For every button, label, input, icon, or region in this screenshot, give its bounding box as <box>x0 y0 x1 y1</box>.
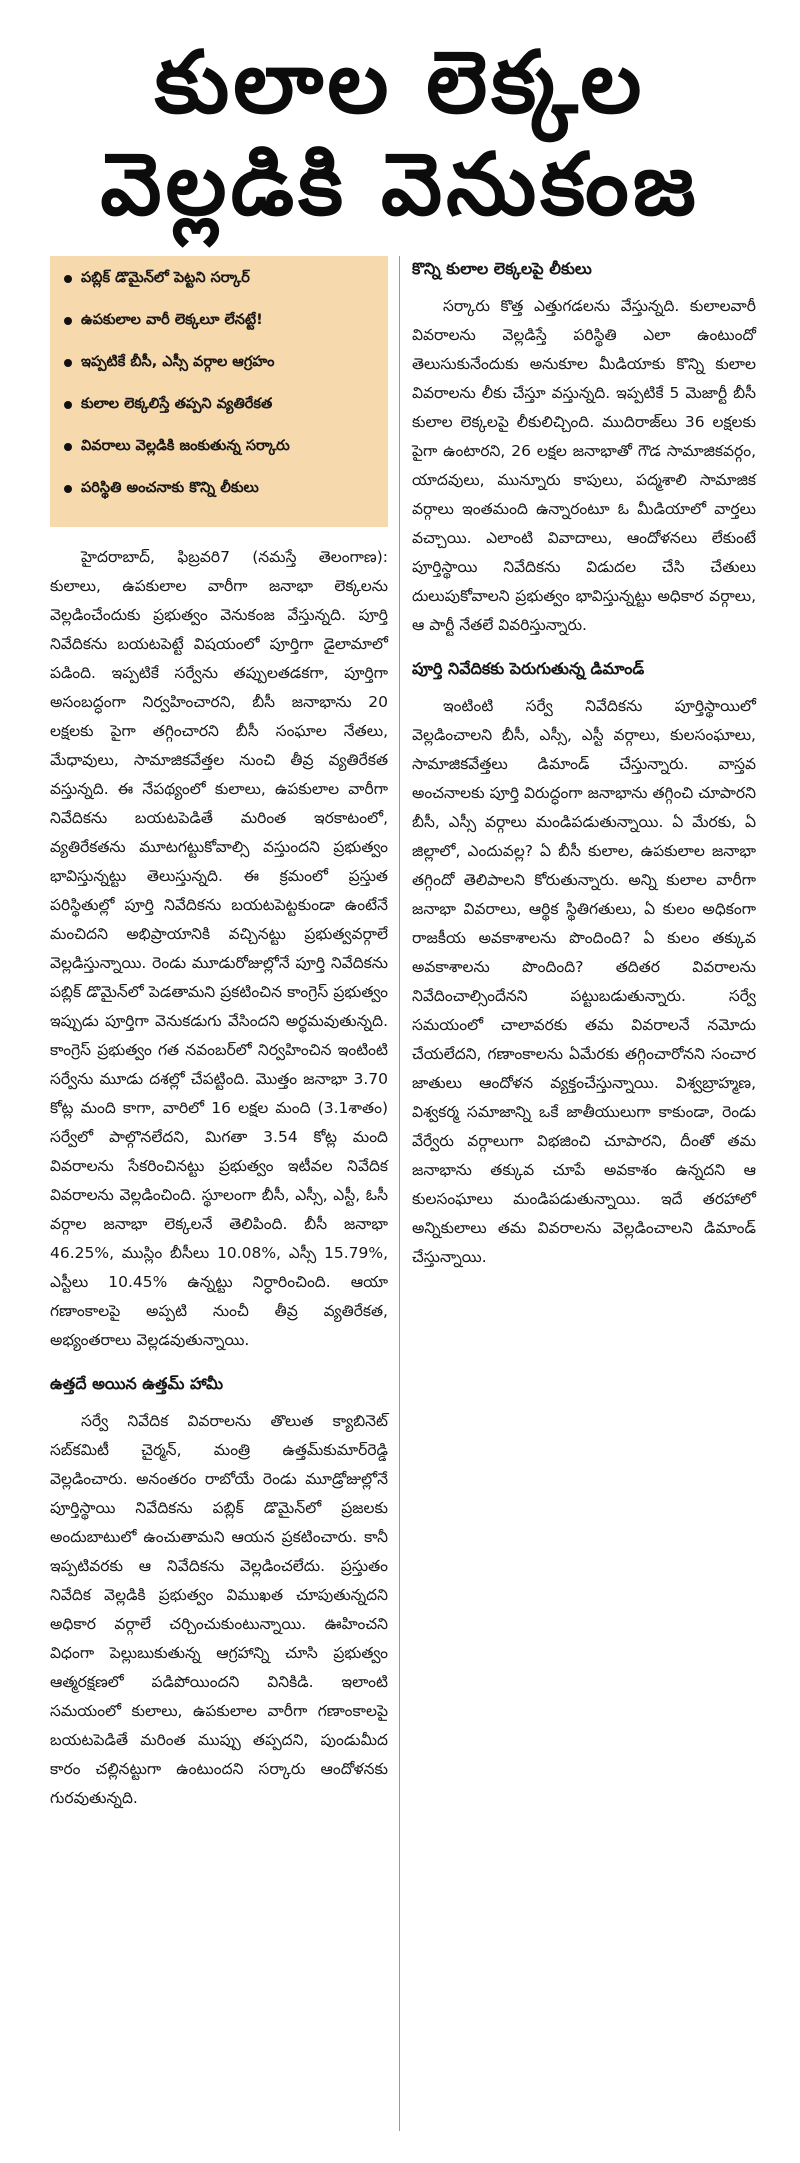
article-paragraph-3: సర్కారు కొత్త ఎత్తుగడలను వేస్తున్నది. కులాలవారీ వివరాలను వెల్లడిస్తే పరిస్థితి ఎలా ఉంటుందో తెలుసుకునేందుకు అనుకూల మీడియాకు కొన్ని కులాల వివరాలను లీకు చేస్తూ వస్తున్నది. ఇప్పటికే 5 మెజార్టీ బీసీ కులాల లెక్కలపై లీకులిచ్చింది. ముదిరాజ్‌లు 36 లక్షలకు పైగా ఉంటారని, 26 లక్షల జనాభాతో గౌడ సామాజికవర్గం, యాదవులు, మున్నూరు కాపులు, పద్మశాలి సామాజిక వర్గాలు ఇంతమంది ఉన్నారంటూ ఓ మీడియాలో వార్తలు వచ్చాయి. ఎలాంటి వివాదాలు, ఆందోళనలు లేకుంటే పూర్తిస్థాయి నివేదికను విడుదల చేసి చేతులు దులుపుకోవాలని ప్రభుత్వం భావిస్తున్నట్టు అధికార వర్గాలు, ఆ పార్టీ నేతలే వివరిస్తున్నారు. <box>412 297 756 634</box>
bullet-icon <box>64 485 72 493</box>
highlight-item <box>60 433 378 475</box>
bullet-icon <box>64 275 72 283</box>
bullet-icon <box>64 359 72 367</box>
highlight-item <box>60 307 378 349</box>
highlight-text: వివరాలు వెల్లడికి జంకుతున్న సర్కారు <box>81 438 290 454</box>
highlights-box <box>50 256 388 527</box>
bullet-icon <box>64 317 72 325</box>
highlight-item <box>60 391 378 433</box>
highlight-item <box>60 349 378 391</box>
highlight-text: ఉపకులాల వారీ లెక్కలూ లేనట్టే! <box>81 312 263 328</box>
highlight-text: పబ్లిక్ డొమైన్‌లో పెట్టని సర్కార్ <box>81 270 250 286</box>
bullet-icon <box>64 443 72 451</box>
subheading-uttam-promise: ఉత్తదే అయిన ఉత్తమ్ హామీ <box>50 1374 224 1393</box>
right-column <box>412 256 756 1272</box>
subheading-demand: పూర్తి నివేదికకు పెరుగుతున్న డిమాండ్ <box>412 659 645 678</box>
highlight-text: పరిస్థితి అంచనాకు కొన్ని లీకులు <box>81 480 259 496</box>
highlight-text: కులాల లెక్కలిస్తే తప్పని వ్యతిరేకత <box>81 396 273 412</box>
highlight-item <box>60 475 378 517</box>
highlight-item <box>60 265 378 307</box>
left-column <box>50 256 388 1813</box>
subheading-leaks: కొన్ని కులాల లెక్కలపై లీకులు <box>412 259 592 278</box>
highlight-text: ఇప్పటికే బీసీ, ఎస్సీ వర్గాల ఆగ్రహం <box>81 354 275 370</box>
article-paragraph-4: ఇంటింటి సర్వే నివేదికను పూర్తిస్థాయిలో వెల్లడించాలని బీసీ, ఎస్సీ, ఎస్టీ వర్గాలు, కులసంఘాలు, సామాజికవేత్తలు డిమాండ్ చేస్తున్నారు. వాస్తవ అంచనాలకు పూర్తి విరుద్ధంగా జనాభాను తగ్గించి చూపారని బీసీ, ఎస్సీ వర్గాలు మండిపడుతున్నాయి. ఏ మేరకు, ఏ జిల్లాలో, ఎందువల్ల? ఏ బీసీ కులాల, ఉపకులాల జనాభా తగ్గిందో తెలిపాలని కోరుతున్నారు. అన్ని కులాల వారీగా జనాభా వివరాలు, ఆర్థిక స్థితిగతులు, ఏ కులం అధికంగా రాజకీయ అవకాశాలను పొందింది? ఏ కులం తక్కువ అవకాశాలను పొందింది? తదితర వివరాలను నివేదించాల్సిందేనని పట్టుబడుతున్నారు. సర్వే సమయంలో చాలావరకు తమ వివరాలనే నమోదు చేయలేదని, గణాంకాలను ఏమేరకు తగ్గించారోనని సంచార జాతులు ఆందోళన వ్యక్తంచేస్తున్నాయి. విశ్వబ్రాహ్మణ, విశ్వకర్మ సమాజాన్ని ఒకే జాతీయులుగా కాకుండా, రెండు వేర్వేరు వర్గాలుగా విభజించి చూపారని, దీంతో తమ జనాభాను తక్కువ చూపే అవకాశం ఉన్నదని ఆ కులసంఘాలు మండిపడుతున్నాయి. ఇదే తరహాలో అన్నికులాలు తమ వివరాలను వెల్లడించాలని డిమాండ్ చేస్తున్నాయి. <box>412 697 756 1266</box>
article-paragraph-1: హైదరాబాద్, ఫిబ్రవరి7 (నమస్తే తెలంగాణ): కులాలు, ఉపకులాల వారీగా జనాభా లెక్కలను వెల్లడించేందుకు ప్రభుత్వం వెనుకంజ వేస్తున్నది. పూర్తి నివేదికను బయటపెట్టే విషయంలో పూర్తిగా డైలామాలో పడింది. ఇప్పటికే సర్వేను తప్పులతడకగా, పూర్తిగా అసంబద్ధంగా నిర్వహించారని, బీసీ జనాభాను 20 లక్షలకు పైగా తగ్గించారని బీసీ సంఘాల నేతలు, మేధావులు, సామాజికవేత్తల నుంచి తీవ్ర వ్యతిరేకత వస్తున్నది. ఈ నేపథ్యంలో కులాలు, ఉపకులాల వారీగా నివేదికను బయటపెడితే మరింత ఇరకాటంలో, వ్యతిరేకతను మూటగట్టుకోవాల్సి వస్తుందని ప్రభుత్వం భావిస్తున్నట్టు తెలుస్తున్నది. ఈ క్రమంలో ప్రస్తుత పరిస్థితుల్లో పూర్తి నివేదికను బయటపెట్టకుండా ఉంటేనే మంచిదని అభిప్రాయానికి వచ్చినట్టు ప్రభుత్వవర్గాలే వెల్లడిస్తున్నాయి. రెండు మూడురోజుల్లోనే పూర్తి నివేదికను పబ్లిక్ డొమైన్‌లో పెడతామని ప్రకటించిన కాంగ్రెస్ ప్రభుత్వం ఇప్పుడు పూర్తిగా వెనుకడుగు వేసిందని అర్థమవుతున్నది. కాంగ్రెస్ ప్రభుత్వం గత నవంబర్‌లో నిర్వహించిన ఇంటింటి సర్వేను మూడు దశల్లో చేపట్టింది. మొత్తం జనాభా 3.70 కోట్ల మంది కాగా, వారిలో 16 లక్షల మంది (3.1శాతం) సర్వేలో పాల్గొనలేదని, మిగతా 3.54 కోట్ల మంది వివరాలను సేకరించినట్టు ప్రభుత్వం ఇటీవల నివేదిక వివరాలను వెల్లడించింది. స్థూలంగా బీసీ, ఎస్సీ, ఎస్టీ, ఓసీ వర్గాల జనాభా లెక్కలనే తెలిపింది. బీసీ జనాభా 46.25%, ముస్లిం బీసీలు 10.08%, ఎస్సీ 15.79%, ఎస్టీలు 10.45% ఉన్నట్టు నిర్ధారించింది. ఆయా గణాంకాలపై అప్పటి నుంచీ తీవ్ర వ్యతిరేకత, అభ్యంతరాలు వెల్లడవుతున్నాయి. <box>50 548 388 1349</box>
bullet-icon <box>64 401 72 409</box>
article-paragraph-2: సర్వే నివేదిక వివరాలను తొలుత క్యాబినెట్ సబ్‌కమిటీ చైర్మన్, మంత్రి ఉత్తమ్‌కుమార్‌రెడ్డి వెల్లడించారు. అనంతరం రాబోయే రెండు మూడ్రోజుల్లోనే పూర్తిస్థాయి నివేదికను పబ్లిక్ డొమైన్‌లో ప్రజలకు అందుబాటులో ఉంచుతామని ఆయన ప్రకటించారు. కానీ ఇప్పటివరకు ఆ నివేదికను వెల్లడించలేదు. ప్రస్తుతం నివేదిక వెల్లడికి ప్రభుత్వం విముఖత చూపుతున్నదని అధికార వర్గాలే చర్చించుకుంటున్నాయి. ఊహించని విధంగా పెల్లుబుకుతున్న ఆగ్రహాన్ని చూసి ప్రభుత్వం ఆత్మరక్షణలో పడిపోయిందని వినికిడి. ఇలాంటి సమయంలో కులాలు, ఉపకులాల వారీగా గణాంకాలపై బయటపెడితే మరింత ముప్పు తప్పదని, పుండుమీద కారం చల్లినట్టుగా ఉంటుందని సర్కారు ఆందోళనకు గురవుతున్నది. <box>50 1412 388 1807</box>
headline-line-1: కులాల లెక్కల <box>154 33 646 133</box>
column-divider <box>399 256 400 2131</box>
headline-line-2: వెల్లడికి వెనుకంజ <box>100 135 700 235</box>
